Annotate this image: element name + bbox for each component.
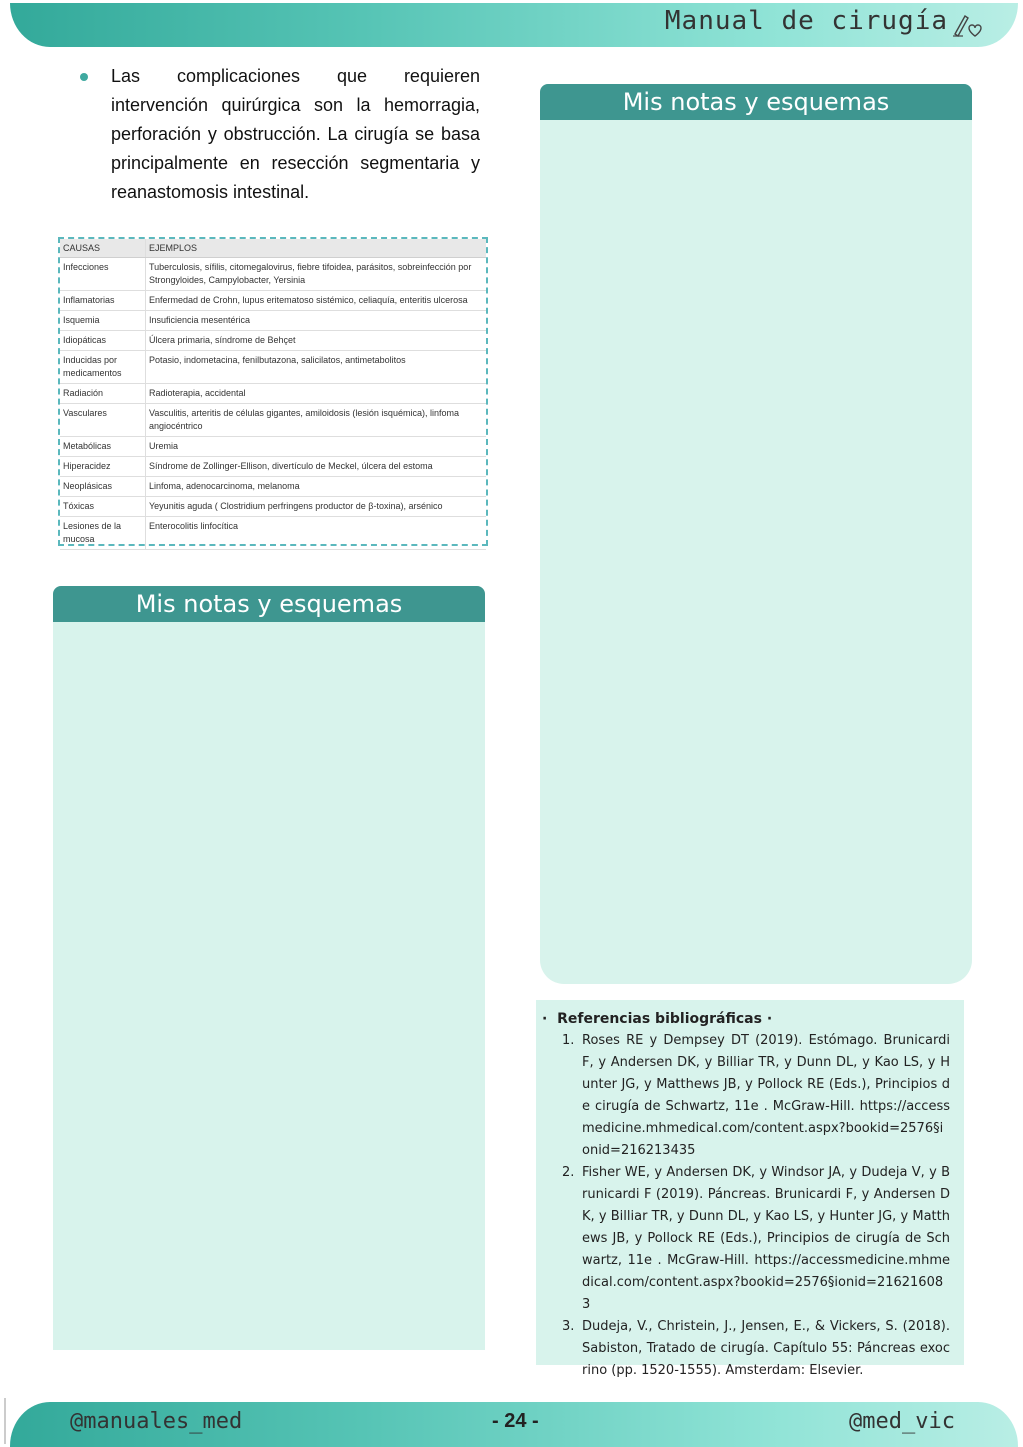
examples-cell: Insuficiencia mesentérica — [146, 311, 487, 331]
reference-item: 1. Roses RE y Dempsey DT (2019). Estómago. Brunicardi F, y Andersen DK, y Billiar TR, y Dunn DL, y Kao LS, y Hunter JG, y Matthews JB, y Pollock RE (Eds.), Principios de cirugía de Schwartz, 11e . McGraw-Hill. https://accessmedicine.mhmedical.com/content.aspx?bookid=2576§ionid=216213435 — [562, 1033, 950, 1158]
examples-cell: Enterocolitis linfocítica — [146, 517, 487, 550]
examples-cell: Síndrome de Zollinger-Ellison, divertículo de Meckel, úlcera del estoma — [146, 457, 487, 477]
page-title: Manual de cirugía — [664, 6, 948, 36]
intro-text: Las complicaciones que requieren intervención quirúrgica son la hemorragia, perforación y obstrucción. La cirugía se basa principalmente en resección segmentaria y reanastomosis intestinal. — [111, 66, 480, 202]
footer-handle-left: @manuales_med — [70, 1409, 243, 1434]
cause-cell: Radiación — [60, 384, 146, 404]
reference-text: Dudeja, V., Christein, J., Jensen, E., & Vickers, S. (2018). Sabiston, Tratado de cirugía. Capítulo 55: Páncreas exocrino (pp. 1520-1555). Amsterdam: Elsevier. — [582, 1319, 950, 1378]
examples-cell: Uremia — [146, 437, 487, 457]
notes-title: Mis notas y esquemas — [540, 84, 972, 120]
notes-panel-right — [540, 84, 972, 984]
cause-cell: Inducidas por medicamentos — [60, 351, 146, 384]
table-row — [60, 291, 486, 311]
cause-cell: Metabólicas — [60, 437, 146, 457]
cause-cell: Neoplásicas — [60, 477, 146, 497]
table-row — [60, 404, 486, 437]
examples-cell: Potasio, indometacina, fenilbutazona, salicilatos, antimetabolitos — [146, 351, 487, 384]
references-list — [562, 1030, 950, 1382]
cause-cell: Isquemia — [60, 311, 146, 331]
reference-text: Fisher WE, y Andersen DK, y Windsor JA, y Dudeja V, y Brunicardi F (2019). Páncreas. Brunicardi F, y Andersen DK, y Billiar TR, y Dunn DL, y Kao LS, y Hunter JG, y Matthews JB, y Pollock RE (Eds.), Principios de cirugía de Schwartz, 11e . McGraw-Hill. https://accessmedicine.mhmedical.com/content.aspx?bookid=2576§ionid=216216083 — [582, 1165, 950, 1312]
examples-cell: Radioterapia, accidental — [146, 384, 487, 404]
cause-cell: Infecciones — [60, 258, 146, 291]
table-row — [60, 477, 486, 497]
table-row — [60, 331, 486, 351]
cause-cell: Lesiones de la mucosa — [60, 517, 146, 550]
margin-rule — [4, 1398, 6, 1444]
cause-cell: Idiopáticas — [60, 331, 146, 351]
reference-item: 2. Fisher WE, y Andersen DK, y Windsor JA, y Dudeja V, y Brunicardi F (2019). Páncreas. Brunicardi F, y Andersen DK, y Billiar TR, y Dunn DL, y Kao LS, y Hunter JG, y Matthews JB, y Pollock RE (Eds.), Principios de cirugía de Schwartz, 11e . McGraw-Hill. https://accessmedicine.mhmedical.com/content.aspx?bookid=2576§ionid=216216083 — [562, 1165, 950, 1312]
notes-panel-left — [53, 586, 485, 1350]
intro-paragraph — [80, 62, 480, 207]
examples-cell: Linfoma, adenocarcinoma, melanoma — [146, 477, 487, 497]
table-row — [60, 351, 486, 384]
table-row — [60, 457, 486, 477]
cause-cell: Vasculares — [60, 404, 146, 437]
references-heading: · Referencias bibliográficas · — [542, 1011, 773, 1027]
table-header-row — [60, 239, 486, 258]
examples-cell: Úlcera primaria, síndrome de Behçet — [146, 331, 487, 351]
table-row — [60, 311, 486, 331]
table-row — [60, 517, 486, 550]
cause-cell: Tóxicas — [60, 497, 146, 517]
notes-title: Mis notas y esquemas — [53, 586, 485, 622]
causes-table — [60, 239, 486, 550]
bullet-icon — [80, 73, 88, 81]
column-header-ejemplos: EJEMPLOS — [146, 239, 487, 258]
cause-cell: Inflamatorias — [60, 291, 146, 311]
cause-cell: Hiperacidez — [60, 457, 146, 477]
footer-handle-right: @med_vic — [849, 1409, 955, 1434]
examples-cell: Vasculitis, arteritis de células gigantes, amiloidosis (lesión isquémica), linfoma angiocéntrico — [146, 404, 487, 437]
column-header-causas: CAUSAS — [60, 239, 146, 258]
table-row — [60, 497, 486, 517]
causes-table-frame — [58, 237, 488, 546]
page-number: - 24 - — [492, 1410, 539, 1432]
pen-heart-icon — [951, 12, 983, 38]
reference-item: 3. Dudeja, V., Christein, J., Jensen, E., & Vickers, S. (2018). Sabiston, Tratado de cirugía. Capítulo 55: Páncreas exocrino (pp. 1520-1555). Amsterdam: Elsevier. — [562, 1319, 950, 1378]
table-row — [60, 384, 486, 404]
examples-cell: Yeyunitis aguda ( Clostridium perfringens productor de β-toxina), arsénico — [146, 497, 487, 517]
reference-text: Roses RE y Dempsey DT (2019). Estómago. Brunicardi F, y Andersen DK, y Billiar TR, y Dunn DL, y Kao LS, y Hunter JG, y Matthews JB, y Pollock RE (Eds.), Principios de cirugía de Schwartz, 11e . McGraw-Hill. https://accessmedicine.mhmedical.com/content.aspx?bookid=2576§ionid=216213435 — [582, 1033, 950, 1158]
references-box — [536, 1000, 964, 1378]
examples-cell: Enfermedad de Crohn, lupus eritematoso sistémico, celiaquía, enteritis ulcerosa — [146, 291, 487, 311]
examples-cell: Tuberculosis, sífilis, citomegalovirus, fiebre tifoidea, parásitos, sobreinfección por Strongyloides, Campylobacter, Yersinia — [146, 258, 487, 291]
table-row — [60, 437, 486, 457]
table-row — [60, 258, 486, 291]
references-heading-text: Referencias bibliográficas — [557, 1011, 762, 1027]
